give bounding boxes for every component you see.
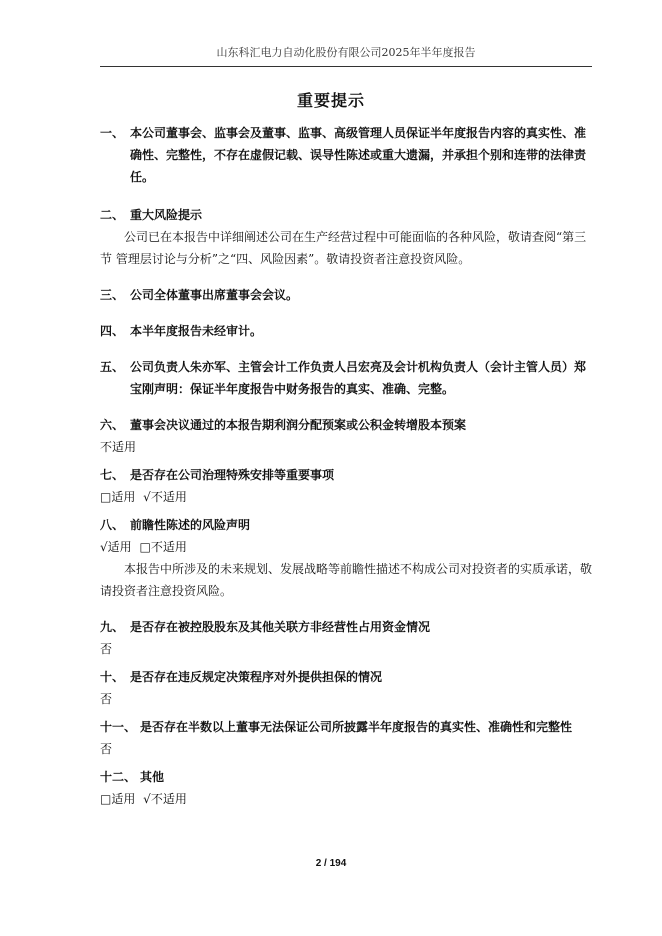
option-not-applicable: □不适用: [139, 540, 187, 554]
section-12: [100, 766, 592, 810]
section-answer: 否: [100, 642, 113, 656]
section-number: 七、: [100, 468, 125, 482]
section-7: [100, 464, 592, 508]
section-number: 一、: [100, 126, 125, 140]
section-4: [100, 320, 592, 342]
option-not-applicable: √不适用: [143, 792, 187, 806]
section-answer: 否: [100, 742, 113, 756]
section-heading: 是否存在半数以上董事无法保证公司所披露半年度报告的真实性、准确性和完整性: [140, 720, 573, 734]
section-11: [100, 716, 592, 760]
section-answer: 不适用: [100, 440, 137, 454]
section-body: 公司已在本报告中详细阐述公司在生产经营过程中可能面临的各种风险，敬请查阅“第三节 管理层讨论与分析”之“四、风险因素”。敬请投资者注意投资风险。: [100, 230, 587, 266]
applicability-choice: [100, 536, 592, 558]
section-heading: 董事会决议通过的本报告期利润分配预案或公积金转增股本预案: [130, 418, 467, 432]
section-number: 五、: [100, 360, 125, 374]
section-2: [100, 204, 592, 270]
section-number: 十一、: [100, 720, 137, 734]
section-6: [100, 414, 592, 458]
section-answer: 否: [100, 692, 113, 706]
section-10: [100, 666, 592, 710]
applicability-choice: [100, 486, 592, 508]
section-9: [100, 616, 592, 660]
page-number: 2 / 194: [315, 858, 347, 869]
section-number: 十二、: [100, 770, 137, 784]
section-heading: 是否存在被控股股东及其他关联方非经营性占用资金情况: [130, 620, 431, 634]
section-number: 十、: [100, 670, 125, 684]
section-8: [100, 514, 592, 602]
section-heading: 重大风险提示: [130, 208, 203, 222]
section-text: 本公司董事会、监事会及董事、监事、高级管理人员保证半年度报告内容的真实性、准确性、完整性，不存在虚假记载、误导性陈述或重大遗漏，并承担个别和连带的法律责任。: [130, 126, 587, 184]
section-heading: 是否存在违反规定决策程序对外提供担保的情况: [130, 670, 383, 684]
section-heading: 前瞻性陈述的风险声明: [130, 518, 251, 532]
section-heading: 是否存在公司治理特殊安排等重要事项: [130, 468, 335, 482]
notice-content: [100, 122, 592, 810]
applicability-choice: [100, 788, 592, 810]
section-body: 本报告中所涉及的未来规划、发展战略等前瞻性描述不构成公司对投资者的实质承诺，敬请投资者注意投资风险。: [100, 562, 593, 598]
section-5: [100, 356, 592, 400]
option-not-applicable: √不适用: [143, 490, 187, 504]
page-header: 山东科汇电力自动化股份有限公司2025年半年度报告: [100, 44, 592, 67]
option-applicable: √适用: [100, 540, 132, 554]
section-3: [100, 284, 592, 306]
section-text: 本半年度报告未经审计。: [130, 324, 263, 338]
section-number: 四、: [100, 324, 125, 338]
section-number: 三、: [100, 288, 125, 302]
section-heading: 其他: [140, 770, 165, 784]
section-number: 八、: [100, 518, 125, 532]
section-number: 六、: [100, 418, 125, 432]
option-applicable: □适用: [100, 490, 136, 504]
section-1: [100, 122, 592, 188]
section-number: 九、: [100, 620, 125, 634]
section-text: 公司负责人朱亦军、主管会计工作负责人吕宏亮及会计机构负责人（会计主管人员）郑宝刚声明：保证半年度报告中财务报告的真实、准确、完整。: [130, 360, 587, 396]
section-number: 二、: [100, 208, 125, 222]
page-title: 重要提示: [296, 91, 365, 110]
option-applicable: □适用: [100, 792, 136, 806]
section-text: 公司全体董事出席董事会会议。: [130, 288, 299, 302]
